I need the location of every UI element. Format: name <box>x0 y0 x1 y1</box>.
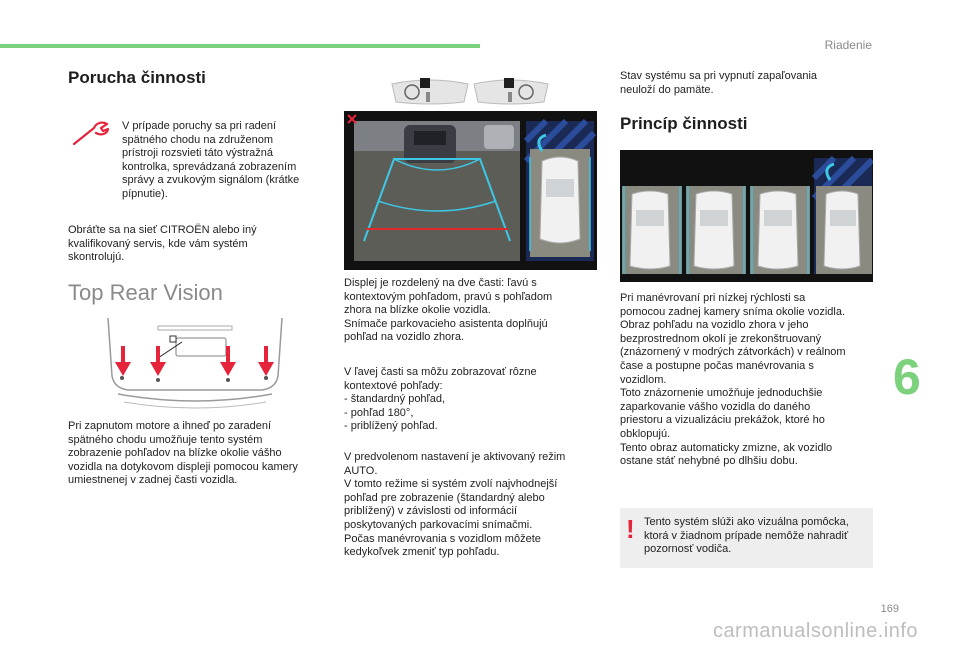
warning-text: Tento systém slúži ako vizuálna pomôcka, ktorá v žiadnom prípade nemôže nahradiť pozornosť vodiča. <box>644 516 849 556</box>
malfunction-note: V prípade poruchy sa pri radení spätného chodu na združenom prístroji rozsvieti táto výstražná kontrolka, sprevádzaná zobrazením správy a zvukovým signálom (krátke pípnutie). <box>122 120 300 200</box>
header-accent-bar <box>0 44 480 48</box>
display-description: Displej je rozdelený na dve časti: ľavú s kontextovým pohľadom, pravú s pohľadom zhora na blízke okolie vozidla. Snímače parkovacieho asistenta doplňujú pohľad na vozidlo zhora. <box>344 277 553 344</box>
auto-mode-description: V predvolenom nastavení je aktivovaný režim AUTO. V tomto režime si systém zvolí najvhodnejší pohľad pre zobrazenie (štandardný alebo priblížený) v závislosti od informácií poskytovaných parkovacími snímačmi. Počas manévrovania s vozidlom môžete kedykoľvek zmeniť typ pohľadu. <box>344 451 566 559</box>
rear-bumper-illustration <box>98 316 292 414</box>
section-title-top-rear-vision: Top Rear Vision <box>68 280 223 305</box>
section-label: Riadenie <box>824 38 872 52</box>
section-title-principle: Princíp činnosti <box>620 114 748 133</box>
warning-icon: ! <box>626 514 635 544</box>
principle-description: Pri manévrovaní pri nízkej rýchlosti sa pomocou zadnej kamery sníma okolie vozidla. Obraz pohľadu na vozidlo zhora v jeho bezprostrednom okolí je zrekonštruovaný (znázornený v modrých zátvorkách) v reálnom čase a postupne počas manévrovania s vozidlom. Toto znázornenie umožňuje jednoduchšie zaparkovanie vášho vozidla do daného priestoru a vizualizáciu prekážok, ktoré ho obklopujú. Tento obraz automaticky zmizne, ak vozidlo ostane stáť nehybné po dlhšiu dobu. <box>620 292 846 468</box>
wrench-icon <box>72 118 110 148</box>
context-views-list: V ľavej časti sa môžu zobrazovať rôzne kontextové pohľady: - štandardný pohľad, - pohľad 180°, - priblížený pohľad. <box>344 366 537 433</box>
section-title-malfunction: Porucha činnosti <box>68 68 206 87</box>
system-intro: Pri zapnutom motore a ihneď po zaradení spätného chodu umožňuje tento systém zobrazenie pohľadov na blízke okolie vášho vozidla na dotykovom displeji pomocou kamery umiestnenej v zadnej časti vozidla. <box>68 420 298 487</box>
memory-note: Stav systému sa pri vypnutí zapaľovania neuloží do pamäte. <box>620 70 818 96</box>
top-view-sequence-image <box>620 150 873 282</box>
contact-note: Obráťte sa na sieť CITROËN alebo iný kvalifikovaný servis, kde vám systém skontrolujú. <box>68 224 257 264</box>
rearview-mirror-icons <box>390 76 550 106</box>
warning-box <box>620 508 873 568</box>
chapter-number: 6 <box>893 349 921 405</box>
page-number: 169 <box>880 603 899 615</box>
camera-display-image <box>344 111 597 270</box>
watermark: carmanualsonline.info <box>712 620 918 642</box>
